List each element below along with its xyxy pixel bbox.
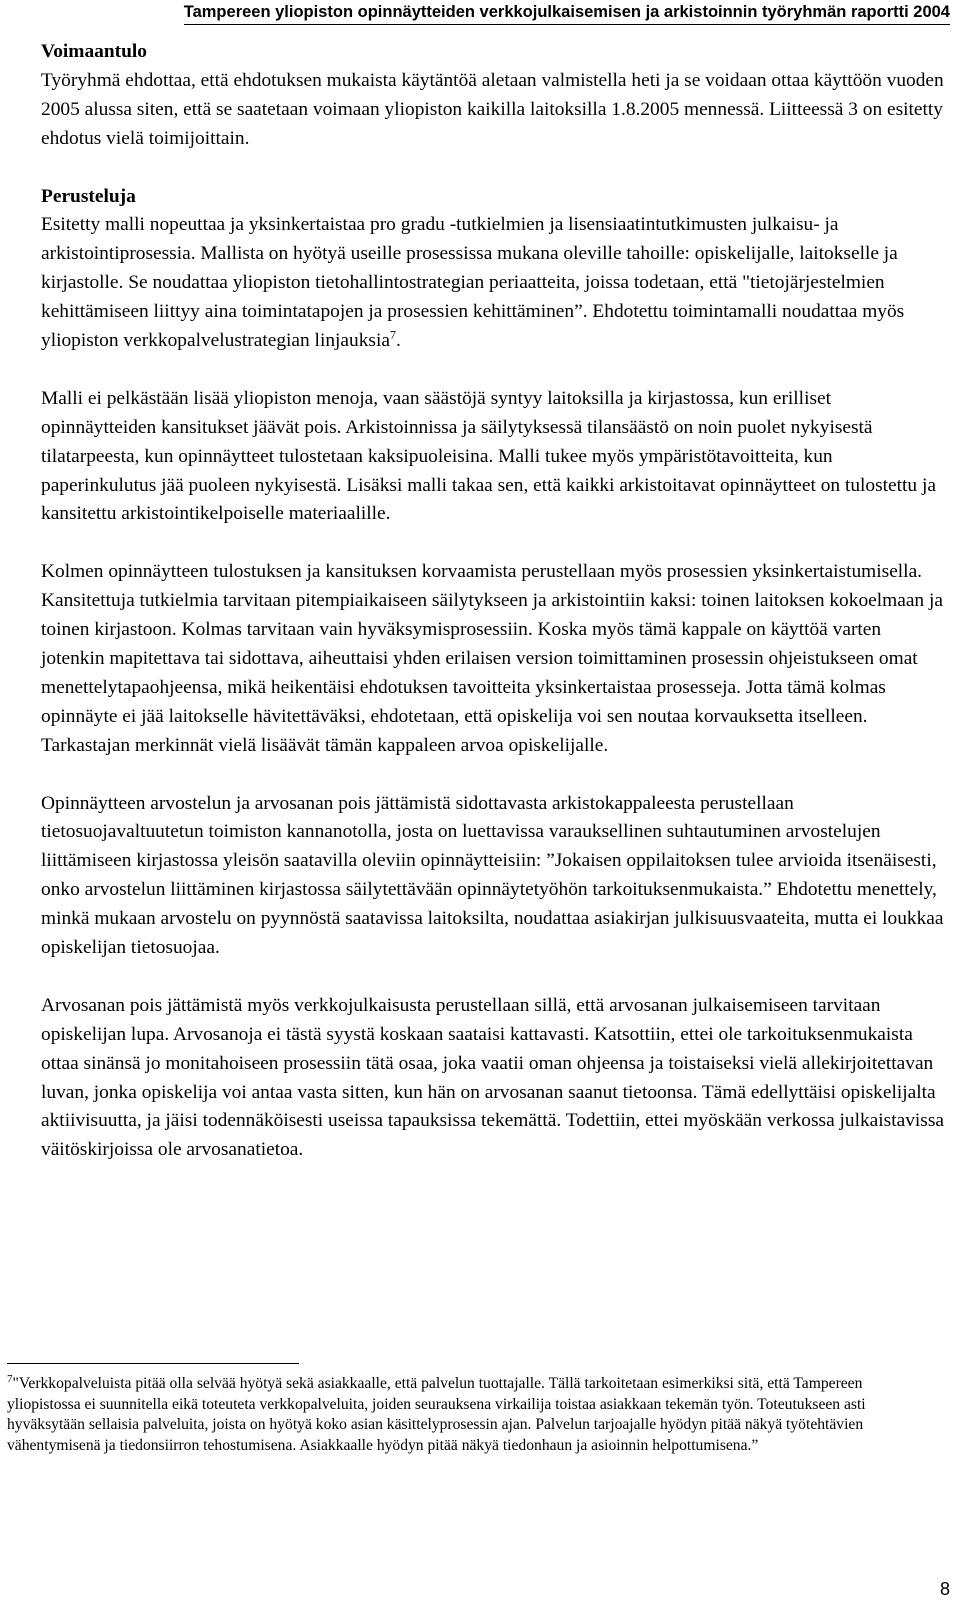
- perusteluja-paragraph-1: [41, 211, 946, 356]
- perusteluja-paragraph-4: Opinnäytteen arvostelun ja arvosanan pois jättämistä sidottavasta arkistokappaleesta perustellaan tietosuojavaltuutetun toimiston kannanotolla, josta on luettavissa varauksellinen suhtautuminen arvostelujen liittämiseen kirjastossa yleisön saatavilla oleviin opinnäytteisiin: ”Jokaisen oppilaitoksen tulee arvioida itsenäisesti, onko arvostelun liittäminen kirjastossa säilytettävään opinnäytetyöhön tarkoituksenmukaista.” Ehdotettu menettely, minkä mukaan arvostelu on pyynnöstä saatavissa laitoksilta, noudattaa asiakirjan julkisuusvaateita, mutta ei loukkaa opiskelijan tietosuojaa.: [41, 792, 944, 959]
- perusteluja-paragraph-3: Kolmen opinnäytteen tulostuksen ja kansituksen korvaamista perustellaan myös prosessien yksinkertaistumisella. Kansitettuja tutkielmia tarvitaan pitempiaikaiseen säilytykseen ja arkistointiin kaksi: toinen laitoksen kokoelmaan ja toinen kirjastoon. Kolmas tarvitaan vain hyväksymisprosessiin. Koska myös tämä kappale on käyttöä varten jotenkin mapitettava tai sidottava, aiheuttaisi yhden erilaisen version toimittaminen prosessin ohjeistukseen omat menettelytapaohjeensa, mikä heikentäisi ehdotuksen tavoitteita yksinkertaistaa prosesseja. Jotta tämä kolmas opinnäyte ei jää laitokselle hävitettäväksi, ehdotetaan, että opiskelija voi sen noutaa korvauksetta itselleen. Tarkastajan merkinnät vielä lisäävät tämän kappaleen arvoa opiskelijalle.: [41, 561, 943, 756]
- voimaantulo-paragraph: Työryhmä ehdottaa, että ehdotuksen mukaista käytäntöä aletaan valmistella heti ja se voidaan ottaa käyttöön vuoden 2005 alussa siten, että se saatetaan voimaan yliopiston kaikilla laitoksilla 1.8.2005 mennessä. Liitteessä 3 on esitetty ehdotus vielä toimijoittain.: [41, 69, 944, 149]
- document-body: [41, 38, 946, 1165]
- footnote-reference: 7: [389, 327, 396, 342]
- footnote-text: "Verkkopalveluista pitää olla selvää hyötyä sekä asiakkaalle, että palvelun tuottajalle. Tällä tarkoitetaan esimerkiksi sitä, että Tampereen yliopistossa ei suunnitella eikä toteuteta verkkopalveluita, joiden seurauksena virkailija toistaa asiakkaan tekemän työn. Toteutukseen asti hyväksytään sellaisia palveluita, joista on hyötyä koko asian käsittelyprosessin ajan. Palvelun tarjoajalle hyödyn pitää näkyä työtehtävien vähentymisenä ja tiedonsiirron tehostumisena. Asiakkaalle hyödyn pitää näkyä tiedonhaun ja asioinnin helpottumisena.”: [7, 1375, 866, 1454]
- perusteluja-paragraph-1-end: .: [395, 330, 401, 352]
- page-number: 8: [939, 1579, 950, 1599]
- footnote: [7, 1374, 927, 1456]
- perusteluja-paragraph-5: Arvosanan pois jättämistä myös verkkojulkaisusta perustellaan sillä, että arvosanan julkaisemiseen tarvitaan opiskelijan lupa. Arvosanoja ei tästä syystä koskaan saataisi kattavasti. Katsottiin, ettei ole tarkoituksenmukaista ottaa sinänsä jo monitahoiseen prosessiin tätä osaa, joka vaatii oman ohjeensa ja toistaiseksi vielä allekirjoitettavan luvan, jonka opiskelija voi antaa vasta sitten, kun hän on arvosanan saanut tietoonsa. Tämä edellyttäisi opiskelijalta aktiivisuutta, ja jäisi todennäköisesti useissa tapauksissa tekemättä. Todettiin, ettei myöskään verkossa julkaistavissa väitöskirjoissa ole arvosanatietoa.: [41, 994, 944, 1161]
- perusteluja-paragraph-1-text: Esitetty malli nopeuttaa ja yksinkertaistaa pro gradu -tutkielmien ja lisensiaatintutkimusten julkaisu- ja arkistointiprosessia. Mallista on hyötyä useille prosessissa mukana oleville tahoille: opiskelijalle, laitokselle ja kirjastolle. Se noudattaa yliopiston tietohallintostrategian periaatteita, joissa todetaan, että "tietojärjestelmien kehittämiseen liittyy aina toimintatapojen ja prosessien kehittäminen”. Ehdotettu toimintamalli noudattaa myös yliopiston verkkopalvelustrategian linjauksia: [41, 214, 905, 352]
- section-heading-perusteluja: Perusteluja: [41, 185, 136, 207]
- perusteluja-paragraph-2: Malli ei pelkästään lisää yliopiston menoja, vaan säästöjä syntyy laitoksilla ja kirjastossa, kun erilliset opinnäytteiden kansitukset jäävät pois. Arkistoinnissa ja säilytyksessä tilansäästö on noin puolet nykyisestä tilatarpeesta, kun opinnäytteet tulostetaan kaksipuoleisina. Malli tukee myös ympäristötavoitteita, kun paperinkulutus jää puoleen nykyisestä. Lisäksi malli takaa sen, että kaikki arkistoitavat opinnäytteet on tulostettu ja kansitettu arkistointikelpoiselle materiaalille.: [41, 387, 936, 525]
- footnote-separator: [7, 1363, 299, 1364]
- running-header: Tampereen yliopiston opinnäytteiden verkkojulkaisemisen ja arkistoinnin työryhmän raportti 2004: [184, 3, 950, 25]
- footnote-mark: 7: [7, 1372, 13, 1385]
- section-heading-voimaantulo: Voimaantulo: [41, 41, 147, 62]
